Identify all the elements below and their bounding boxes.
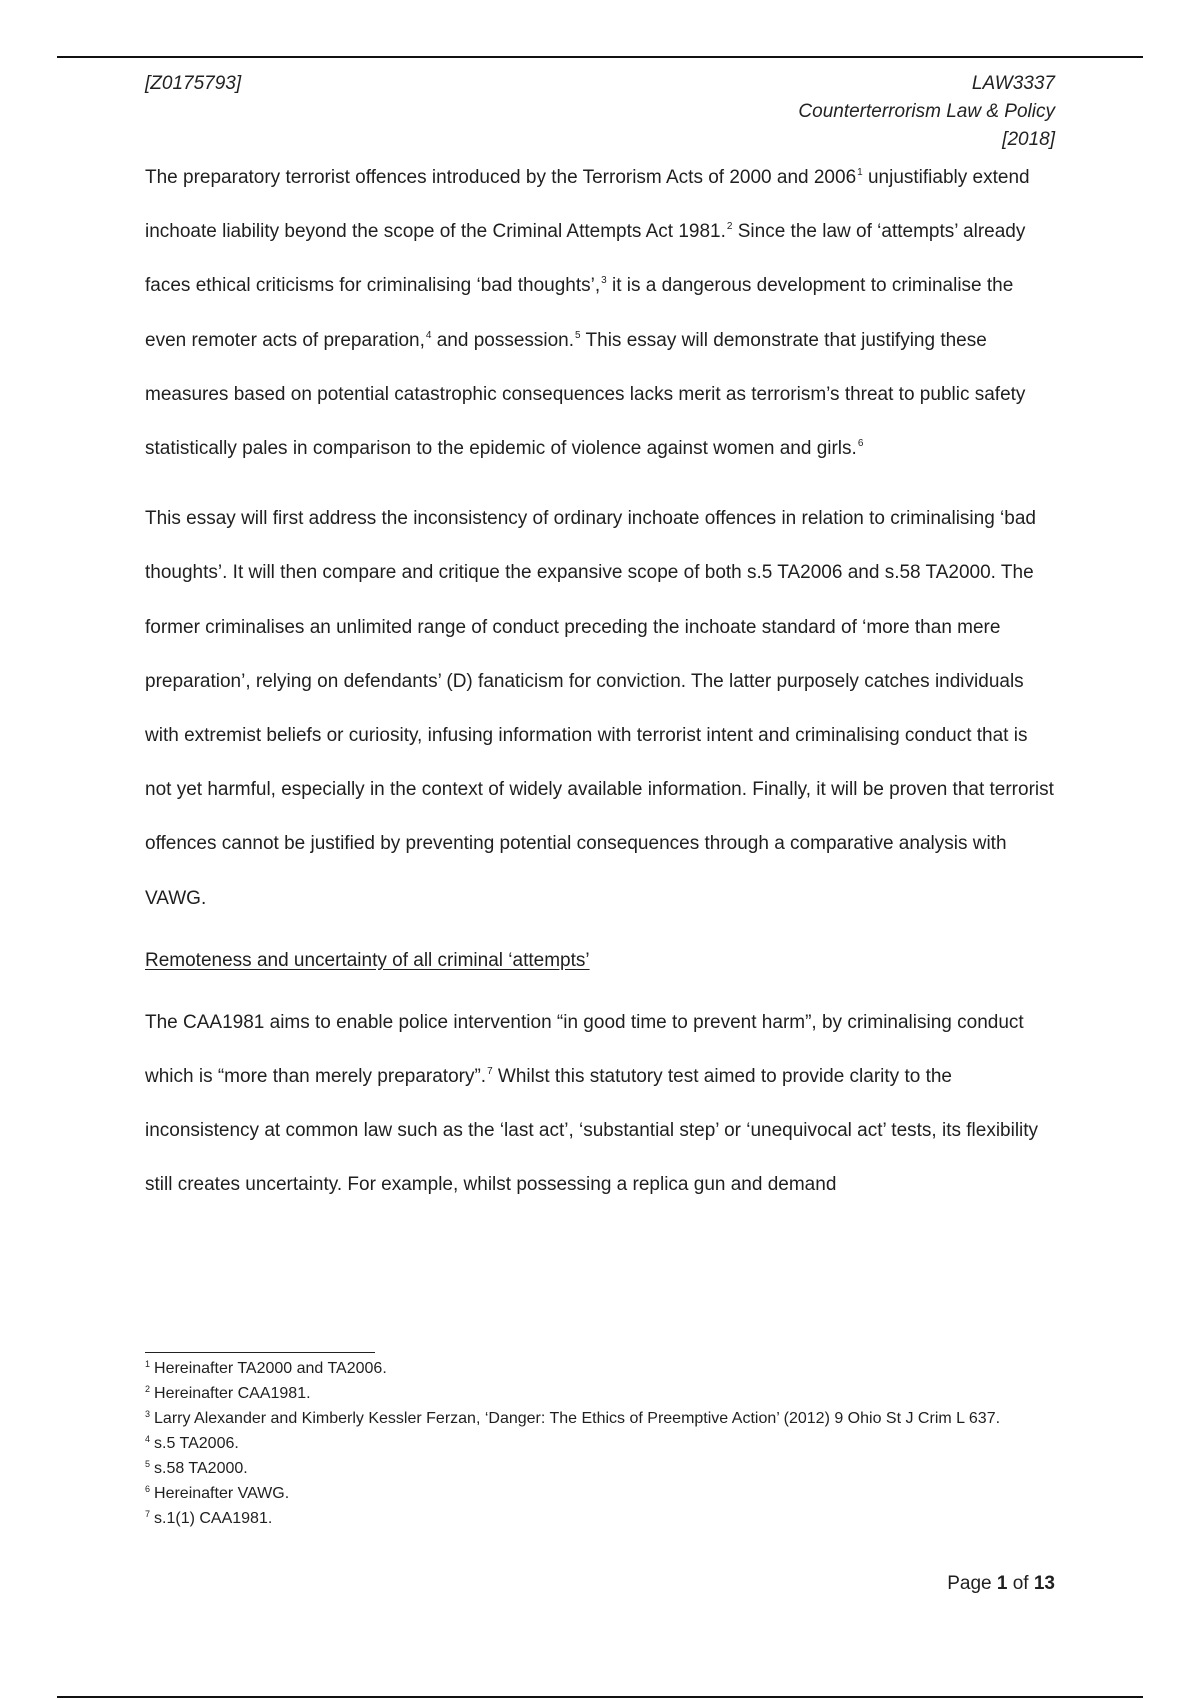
text-span: The CAA1981 aims to enable police intervention “in good time to prevent harm”, by criminalising conduct which is “more than merely preparatory”. — [145, 1011, 1024, 1088]
footnote — [145, 1406, 1055, 1431]
footnote-text: s.5 TA2006. — [154, 1435, 239, 1452]
footnotes — [145, 1356, 1055, 1531]
footnote — [145, 1431, 1055, 1456]
footnote — [145, 1381, 1055, 1406]
footnote-ref-6: 6 — [857, 438, 864, 450]
header-rule — [57, 56, 1143, 58]
paragraph-outline: This essay will first address the inconsistency of ordinary inchoate offences in relation to criminalising ‘bad thoughts’. It will then compare and critique the expansive scope of both s.5 TA2006 and s.58 TA2000. The former criminalises an unlimited range of conduct preceding the inchoate standard of ‘more than mere preparation’, relying on defendants’ (D) fanaticism for conviction. The latter purposely catches individuals with extremist beliefs or curiosity, infusing information with terrorist intent and criminalising conduct that is not yet harmful, especially in the context of widely available information. Finally, it will be proven that terrorist offences cannot be justified by preventing potential consequences through a comparative analysis with VAWG. — [145, 508, 1054, 909]
page-number — [947, 1573, 1055, 1595]
footnote — [145, 1506, 1055, 1531]
footnote-number: 4 — [145, 1434, 151, 1444]
footnote-number: 7 — [145, 1509, 151, 1519]
footnote-text: Hereinafter CAA1981. — [154, 1385, 311, 1402]
footnote-separator — [145, 1352, 375, 1353]
footnote — [145, 1356, 1055, 1381]
module-year: [2018] — [1002, 129, 1055, 150]
footnote-number: 5 — [145, 1459, 151, 1469]
footnote-ref-4: 4 — [425, 329, 432, 341]
footnote-number: 6 — [145, 1484, 151, 1494]
paragraph-caa1981 — [145, 996, 1055, 1213]
text-span: and possession. — [431, 329, 575, 351]
footnote-text: Hereinafter VAWG. — [154, 1485, 290, 1502]
footnote-number: 1 — [145, 1359, 151, 1369]
text-span: Since the law of ‘attempts’ already faces ethical criticisms for criminalising ‘bad thoughts’, — [145, 221, 1026, 297]
footnote-ref-2: 2 — [726, 221, 733, 233]
text-span: unjustifiably extend inchoate liability beyond the scope of the Criminal Attempts Act 1981. — [145, 167, 1030, 243]
footnote-ref-7: 7 — [487, 1066, 493, 1078]
footnote-ref-1: 1 — [857, 167, 863, 178]
footnote-ref-3: 3 — [601, 275, 607, 287]
footnote-text: Larry Alexander and Kimberly Kessler Ferzan, ‘Danger: The Ethics of Preemptive Action’ (2012) 9 Ohio St J Crim L 637. — [154, 1410, 1001, 1427]
module-info — [798, 70, 1055, 154]
footnote — [145, 1481, 1055, 1506]
section-heading: Remoteness and uncertainty of all criminal ‘attempts’ — [145, 949, 590, 971]
student-id: [Z0175793] — [145, 73, 242, 94]
module-title: Counterterrorism Law & Policy — [798, 101, 1055, 122]
page-of-label: of — [1012, 1573, 1029, 1594]
text-span: The preparatory terrorist offences introduced by the Terrorism Acts of 2000 and 2006 — [145, 167, 857, 188]
footnote-number: 3 — [145, 1409, 151, 1419]
footnote-text: s.1(1) CAA1981. — [154, 1510, 273, 1527]
footnote-number: 2 — [145, 1384, 151, 1394]
footnote-ref-5: 5 — [575, 329, 581, 341]
page-total: 13 — [1033, 1573, 1055, 1594]
text-span: This essay will demonstrate that justifying these measures based on potential catastrophic consequences lacks merit as terrorism’s threat to public safety statistically pales in comparison to the epidemic of violence against women and girls. — [145, 329, 1026, 460]
paragraph-intro — [145, 151, 1055, 476]
module-code: LAW3337 — [971, 73, 1055, 94]
text-span: Whilst this statutory test aimed to provide clarity to the inconsistency at common law such as the ‘last act’, ‘substantial step’ or ‘unequivocal act’ tests, its flexibility still creates uncertainty. For example, whilst possessing a replica gun and demand — [145, 1066, 1039, 1196]
footnote-text: Hereinafter TA2000 and TA2006. — [154, 1360, 387, 1377]
page-current: 1 — [996, 1573, 1008, 1594]
text-span: it is a dangerous development to criminalise the even remoter acts of preparation, — [145, 275, 1014, 351]
footnote — [145, 1456, 1055, 1481]
footnote-text: s.58 TA2000. — [154, 1460, 248, 1477]
essay-body — [145, 151, 1055, 1213]
page-label: Page — [947, 1573, 992, 1594]
footer-rule — [57, 1696, 1143, 1698]
